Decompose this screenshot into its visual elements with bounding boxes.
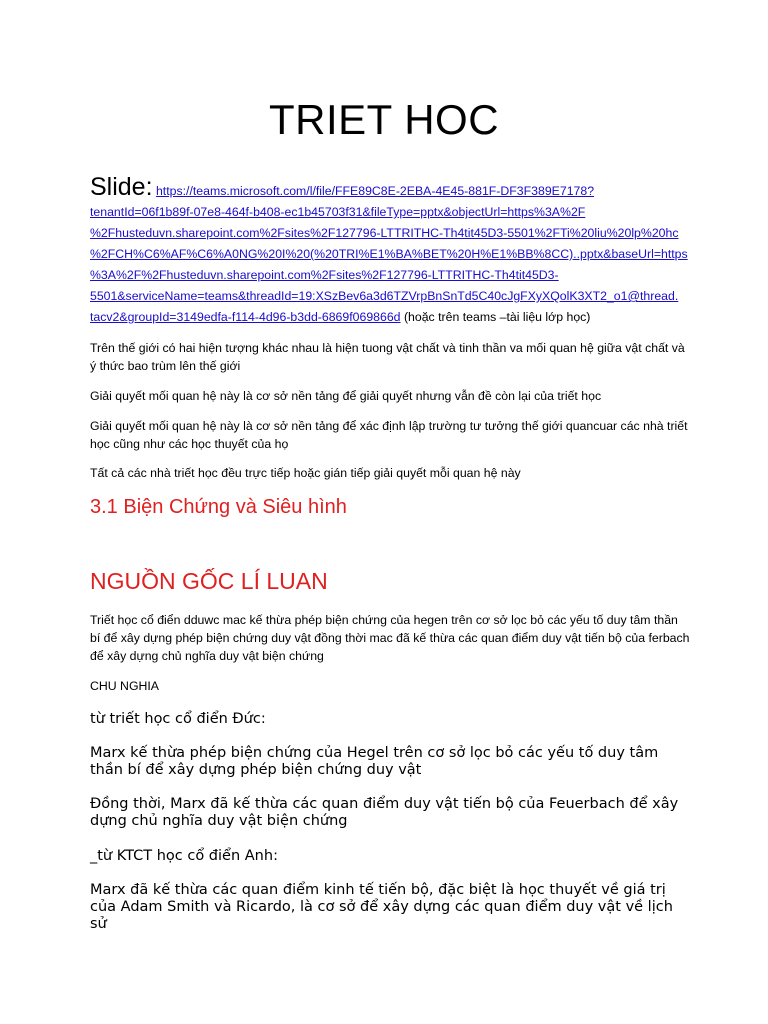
paragraph-4: Tất cả các nhà triết học đều trực tiếp hoặc gián tiếp giải quyết mỗi quan hệ này xyxy=(90,466,521,480)
section-heading-nguon-goc: NGUỒN GỐC LÍ LUAN xyxy=(90,568,328,594)
slide-link-line-2[interactable]: tenantId=06f1b89f-07e8-464f-b408-ec1b45703f31&fileType=pptx&objectUrl=https%3A%2F xyxy=(90,205,586,219)
slide-label: Slide: xyxy=(90,173,153,201)
marx-paragraph-1: Marx kế thừa phép biện chứng của Hegel trên cơ sở lọc bỏ các yếu tố duy tâm thần bí để xây dựng phép biện chứng duy vật xyxy=(90,745,659,778)
slide-link-block xyxy=(90,172,690,328)
slide-link-line-3[interactable]: %2Fhusteduvn.sharepoint.com%2Fsites%2F127796-LTTRITHC-Th4tit45D3-5501%2FTi%20liu%20lp%20hc xyxy=(90,226,679,240)
slide-link-line-4[interactable]: %2FCH%C6%AF%C6%A0NG%20I%20(%20TRI%E1%BA%BET%20H%E1%BB%8CC)..pptx&baseUrl=https xyxy=(90,247,688,261)
paragraph-5: Triết học cổ điển dduwc mac kế thừa phép biện chứng của hegen trên cơ sở lọc bỏ các yếu tố duy tâm thần bí để xây dựng phép biện chứng duy vật đồng thời mac đã kế thừa các quan điểm duy vật tiến bộ của ferbach để xây dựng chủ nghĩa duy vật biện chứng xyxy=(90,613,690,663)
link-note: (hoặc trên teams –tài liệu lớp học) xyxy=(400,310,591,324)
paragraph-3: Giải quyết mối quan hệ này là cơ sở nền tảng để xác định lập trường tư tưởng thế giới quancuar các nhà triết học cũng như các học thuyết của họ xyxy=(90,419,688,451)
tu-ktct-heading: _từ KTCT học cổ điển Anh: xyxy=(90,848,278,864)
document-title: TRIET HOC xyxy=(268,96,500,143)
section-heading-3-1: 3.1 Biện Chứng và Siêu hình xyxy=(90,496,347,518)
slide-link-line-7[interactable]: tacv2&groupId=3149edfa-f114-4d96-b3dd-6869f069866d xyxy=(90,310,401,324)
slide-link-line-1[interactable]: https://teams.microsoft.com/l/file/FFE89C8E-2EBA-4E45-881F-DF3F389E7178? xyxy=(155,184,595,198)
slide-link-line-5[interactable]: %3A%2F%2Fhusteduvn.sharepoint.com%2Fsites%2F127796-LTTRITHC-Th4tit45D3- xyxy=(90,268,559,282)
chu-nghia-label: CHU NGHIA xyxy=(90,679,160,693)
tu-triet-hoc-heading: từ triết học cổ điển Đức: xyxy=(90,711,266,727)
paragraph-2: Giải quyết mối quan hệ này là cơ sở nền tảng để giải quyết nhưng vẫn đề còn lại của triết học xyxy=(90,389,602,403)
dong-thoi-paragraph: Đồng thời, Marx đã kế thừa các quan điểm duy vật tiến bộ của Feuerbach để xây dựng chủ nghĩa duy vật biện chứng xyxy=(90,796,679,829)
marx-paragraph-2: Marx đã kế thừa các quan điểm kinh tế tiến bộ, đặc biệt là học thuyết về giá trị của Adam Smith và Ricardo, là cơ sở để xây dựng các quan điểm duy vật về lịch sử xyxy=(90,882,673,932)
paragraph-1: Trên thế giới có hai hiện tượng khác nhau là hiện tuong vật chất và tinh thần va mối quan hệ giữa vật chất và ý thức bao trùm lên thế giới xyxy=(90,341,685,373)
slide-link-line-6[interactable]: 5501&serviceName=teams&threadId=19:XSzBev6a3d6TZVrpBnSnTd5C40cJgFXyXQolK3XT2_o1@thread. xyxy=(90,289,679,303)
